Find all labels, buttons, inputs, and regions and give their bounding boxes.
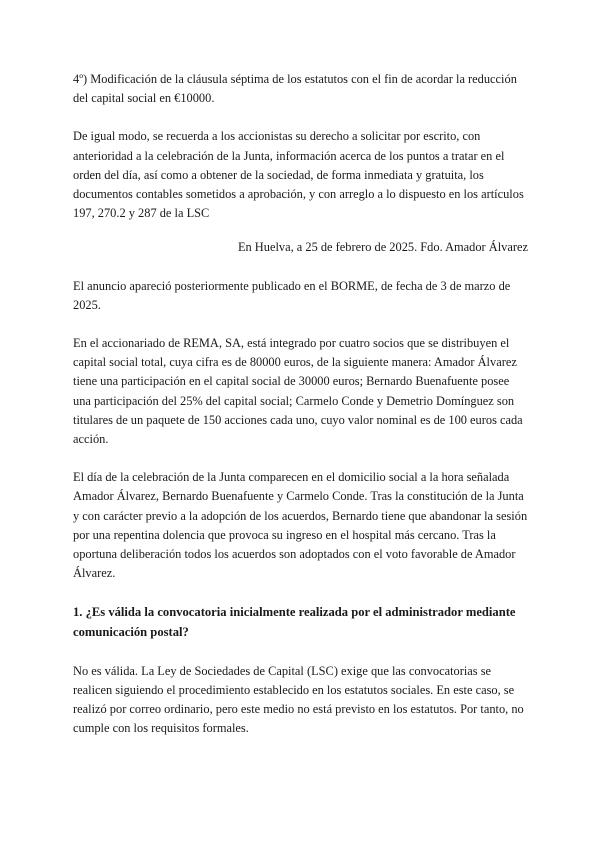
answer-paragraph: No es válida. La Ley de Sociedades de Capital (LSC) exige que las convocatorias se realicen siguiendo el procedimiento establecido en los estatutos sociales. En este caso, se realizó por correo ordinario, pero este medio no está previsto en los estatutos. Por tanto, no cumple con los requisitos formales.: [73, 663, 524, 736]
shareholding-paragraph: En el accionariado de REMA, SA, está integrado por cuatro socios que se distribuyen el capital social total, cuya cifra es de 80000 euros, de la siguiente manera: Amador Álvarez tiene una participación en el capital social de 30000 euros; Bernardo Buenafuente posee una participación del 25% del capital social; Carmelo Conde y Demetrio Domínguez son titulares de un paquete de 150 acciones cada uno, cuyo valor nominal es de 100 euros cada acción.: [73, 336, 523, 447]
shareholder-rights-paragraph: De igual modo, se recuerda a los accionistas su derecho a solicitar por escrito, con anterioridad a la celebración de la Junta, información acerca de los puntos a tratar en el orden del día, así como a obtener de la sociedad, de forma inmediata y gratuita, los documentos contables sometidos a aprobación, y con arreglo a lo dispuesto en los artículos 197, 270.2 y 287 de la LSC: [73, 129, 524, 221]
question-heading: 1. ¿Es válida la convocatoria inicialmente realizada por el administrador mediante comunicación postal?: [73, 605, 516, 639]
signature-line: En Huelva, a 25 de febrero de 2025. Fdo. Amador Álvarez: [237, 240, 528, 255]
meeting-paragraph: El día de la celebración de la Junta comparecen en el domicilio social a la hora señalada Amador Álvarez, Bernardo Buenafuente y Carmelo Conde. Tras la constitución de la Junta y con carácter previo a la adopción de los acuerdos, Bernardo tiene que abandonar la sesión por una repentina dolencia que provoca su ingreso en el hospital más cercano. Tras la oportuna deliberación todos los acuerdos son adoptados con el voto favorable de Amador Álvarez.: [73, 470, 528, 581]
document-page: [73, 70, 528, 739]
agenda-item-4: 4º) Modificación de la cláusula séptima de los estatutos con el fin de acordar la reducción del capital social en €10000.: [73, 72, 517, 106]
borme-publication-paragraph: El anuncio apareció posteriormente publicado en el BORME, de fecha de 3 de marzo de 2025.: [73, 278, 511, 312]
